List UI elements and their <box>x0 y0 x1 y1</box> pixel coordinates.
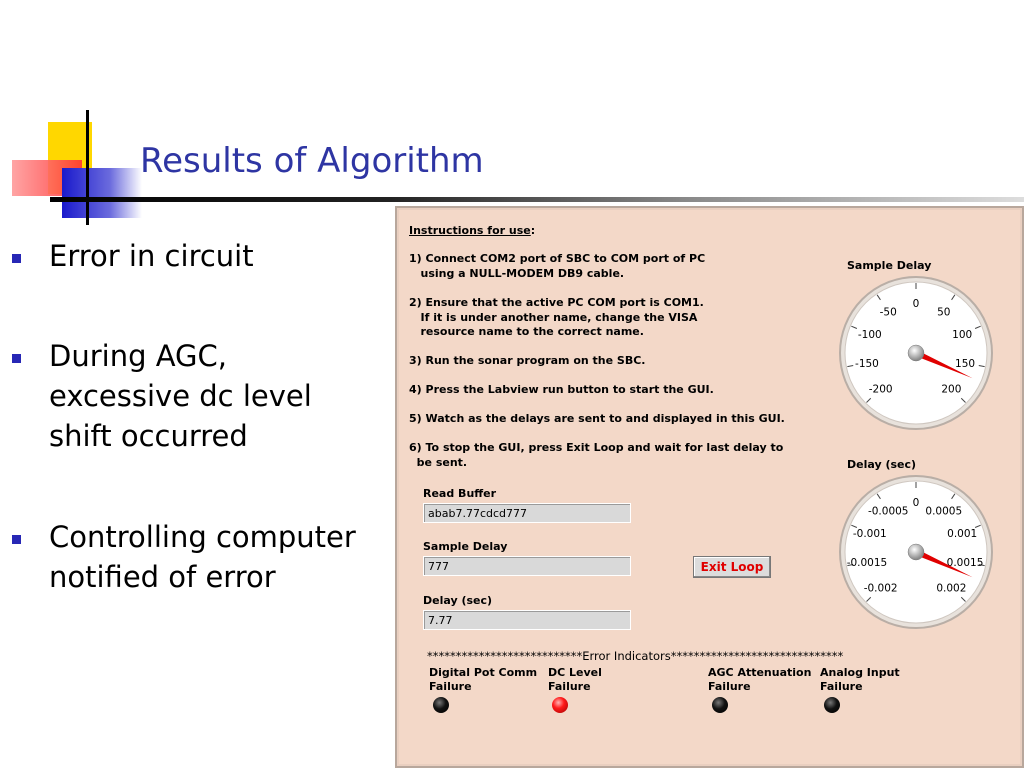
analog-input-led <box>824 697 840 713</box>
delay-sec-indicator: 7.77 <box>423 610 631 630</box>
digital-pot-comm-led <box>433 697 449 713</box>
delay-sec-label: Delay (sec) <box>423 594 493 607</box>
gauge-tick-label: 150 <box>955 357 976 370</box>
gauge-tick-label: 0 <box>912 298 920 310</box>
sample-delay-indicator: 777 <box>423 556 631 576</box>
gauge-hub <box>908 544 924 560</box>
instruction-step-1: 1) Connect COM2 port of SBC to COM port of PC using a NULL-MODEM DB9 cable. <box>409 252 706 280</box>
instructions-heading: Instructions for use: <box>409 224 536 237</box>
error-indicators-header: ***************************Error Indicators****************************** <box>427 649 844 663</box>
agc-attenuation-led <box>712 697 728 713</box>
gauge-tick-label: -50 <box>879 306 897 319</box>
gauge-hub <box>908 345 924 361</box>
gauge-tick-label: 100 <box>952 328 973 341</box>
gauge-tick-label: -0.0015 <box>846 556 888 569</box>
gauge-tick-label: -150 <box>855 357 879 370</box>
bullet-marker <box>12 354 21 363</box>
sample-delay-gauge <box>837 274 995 432</box>
slide-title: Results of Algorithm <box>140 141 484 181</box>
exit-loop-button[interactable]: Exit Loop <box>693 556 771 578</box>
labview-front-panel <box>395 206 1024 768</box>
gauge-tick-label: 200 <box>941 383 962 396</box>
sample-delay-label: Sample Delay <box>423 540 508 553</box>
gauge-tick-label: -200 <box>868 383 893 396</box>
gauge-tick-label: -0.002 <box>863 582 898 595</box>
gauge-tick-label: -0.0005 <box>867 505 909 518</box>
instruction-step-6: 6) To stop the GUI, press Exit Loop and wait for last delay to be sent. <box>409 441 784 469</box>
gauge-tick-label: -100 <box>857 328 882 341</box>
gauge-tick-label: 0.0005 <box>925 505 963 518</box>
digital-pot-comm-label: Digital Pot Comm Failure <box>429 666 538 693</box>
gauge-tick-label: 0.0015 <box>946 556 984 569</box>
bullet-text: Controlling computer notified of error <box>49 520 356 594</box>
bullet-text: During AGC, excessive dc level shift occurred <box>49 339 312 453</box>
bullet-marker <box>12 254 21 263</box>
dc-level-led <box>552 697 568 713</box>
instruction-step-4: 4) Press the Labview run button to start the GUI. <box>409 383 714 396</box>
bullet-marker <box>12 535 21 544</box>
instruction-step-5: 5) Watch as the delays are sent to and displayed in this GUI. <box>409 412 785 425</box>
title-decoration <box>12 110 142 225</box>
gauge-tick-label: 0.002 <box>936 582 967 595</box>
bullet-text: Error in circuit <box>49 239 254 273</box>
gauge-tick-label: 50 <box>937 306 951 319</box>
read-buffer-label: Read Buffer <box>423 487 497 500</box>
gauge-tick-label: 0.001 <box>947 527 978 540</box>
dc-level-label: DC Level Failure <box>548 666 602 693</box>
instruction-step-3: 3) Run the sonar program on the SBC. <box>409 354 646 367</box>
gauge-tick-label: 0 <box>912 497 920 509</box>
title-rule <box>50 197 1024 202</box>
agc-attenuation-label: AGC Attenuation Failure <box>708 666 812 693</box>
analog-input-label: Analog Input Failure <box>820 666 900 693</box>
delay-sec-gauge <box>837 473 995 631</box>
gauge-tick-label: -0.001 <box>852 527 887 540</box>
read-buffer-indicator: abab7.77cdcd777 <box>423 503 631 523</box>
delay-sec-gauge-title: Delay (sec) <box>847 458 917 471</box>
sample-delay-gauge-title: Sample Delay <box>847 259 932 272</box>
instruction-step-2: 2) Ensure that the active PC COM port is COM1. If it is under another name, change the VISA resource name to the correct name. <box>409 296 704 338</box>
